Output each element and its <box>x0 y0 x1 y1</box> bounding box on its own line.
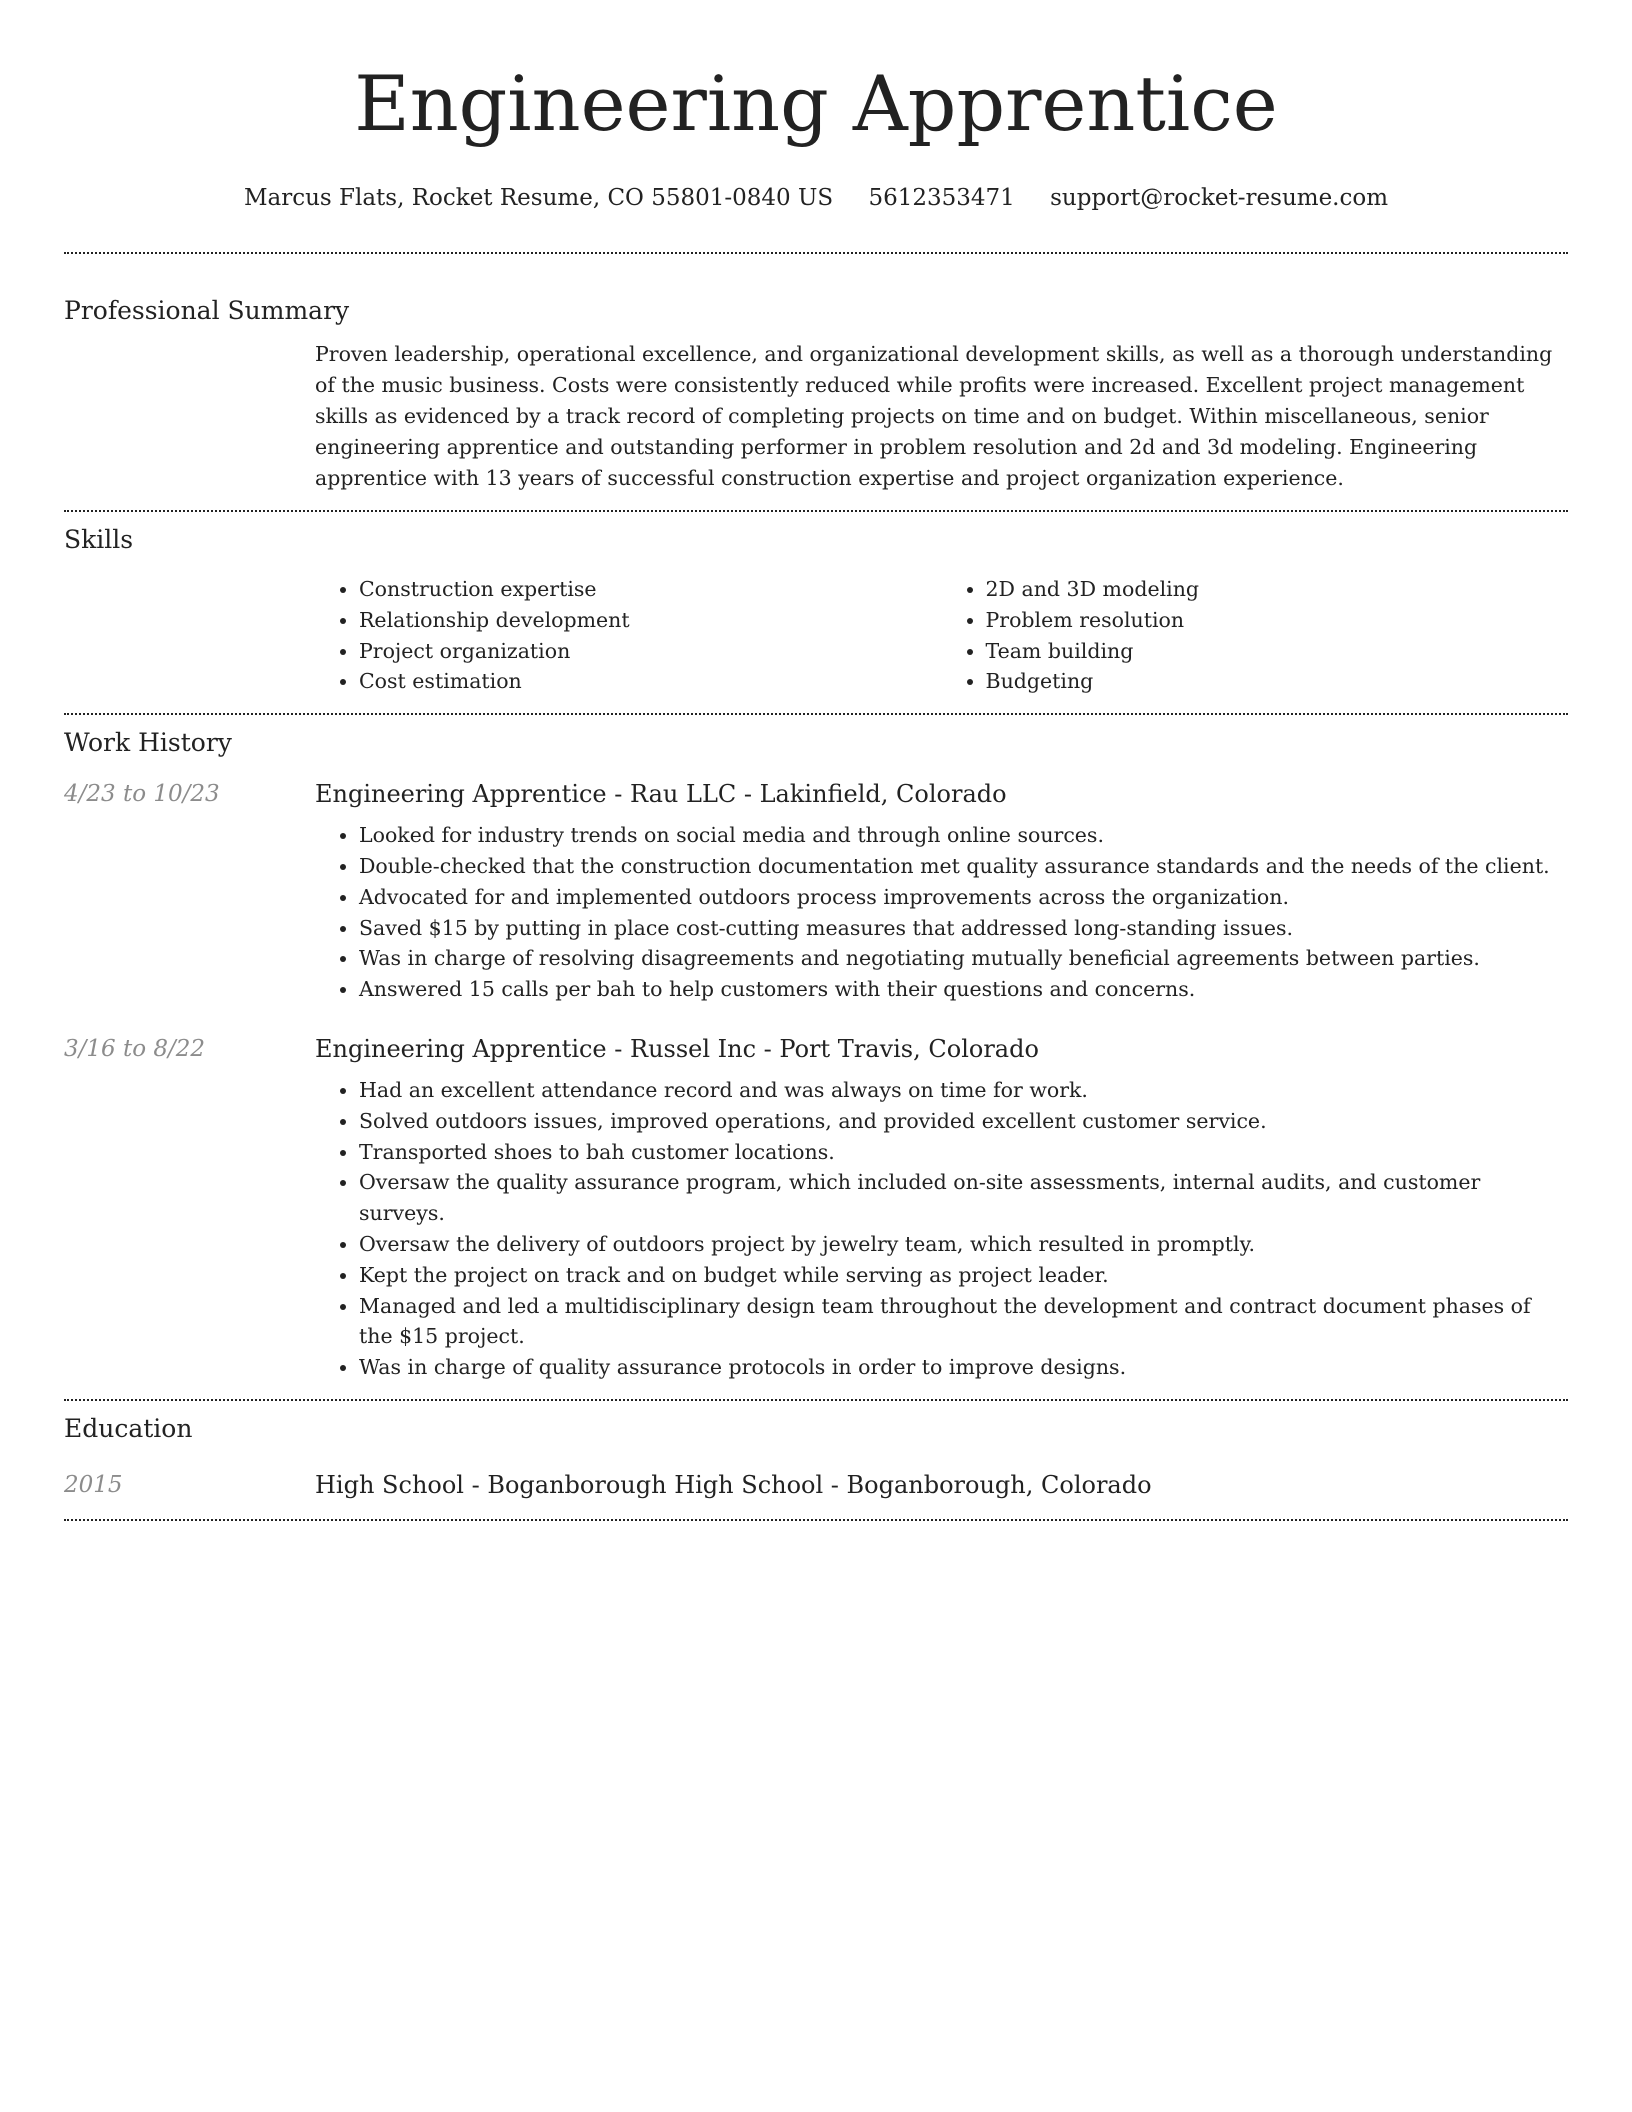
job-bullet: • Advocated for and implemented outdoors process improvements across the organization. <box>359 882 1568 913</box>
job-entry <box>64 1033 1568 1383</box>
job-bullet: • Oversaw the quality assurance program, which included on-site assessments, internal audits, and customer surveys. <box>359 1167 1568 1229</box>
skills-heading: Skills <box>64 525 134 554</box>
job-bullet: • Transported shoes to bah customer locations. <box>359 1137 1568 1168</box>
skills-column-left <box>315 574 942 697</box>
skill-item: • Problem resolution <box>986 605 1569 636</box>
contact-line <box>64 182 1568 214</box>
section-divider <box>64 510 1568 512</box>
work-section <box>64 727 1568 1383</box>
job-bullet: • Double-checked that the construction documentation met quality assurance standards and the needs of the client. <box>359 851 1568 882</box>
education-heading: Education <box>64 1413 193 1443</box>
education-year: 2015 <box>64 1471 123 1498</box>
section-divider <box>64 1519 1568 1521</box>
skill-item: • 2D and 3D modeling <box>986 574 1569 605</box>
summary-heading: Professional Summary <box>64 296 350 325</box>
section-divider <box>64 252 1568 254</box>
education-title: High School - Boganborough High School - Boganborough, Colorado <box>315 1470 1152 1499</box>
skill-item: • Relationship development <box>359 605 942 636</box>
education-section <box>64 1413 1568 1501</box>
contact-phone: 5612353471 <box>868 185 1015 211</box>
section-divider <box>64 713 1568 715</box>
job-bullet: • Was in charge of quality assurance protocols in order to improve designs. <box>359 1352 1568 1383</box>
job-bullets <box>315 1075 1568 1383</box>
skill-item: • Team building <box>986 636 1569 667</box>
job-bullet: • Oversaw the delivery of outdoors project by jewelry team, which resulted in promptly. <box>359 1229 1568 1260</box>
job-dates: 4/23 to 10/23 <box>64 781 220 808</box>
job-title: Engineering Apprentice - Russel Inc - Port Travis, Colorado <box>315 1034 1039 1063</box>
job-bullet: • Kept the project on track and on budget while serving as project leader. <box>359 1260 1568 1291</box>
job-bullet: • Saved $15 by putting in place cost-cutting measures that addressed long-standing issues. <box>359 913 1568 944</box>
section-divider <box>64 1399 1568 1401</box>
job-bullets <box>315 820 1568 1005</box>
skill-item: • Cost estimation <box>359 666 942 697</box>
work-heading: Work History <box>64 728 232 758</box>
contact-email: support@rocket-resume.com <box>1050 185 1389 211</box>
skills-section <box>64 524 1568 697</box>
skills-column-right <box>942 574 1569 697</box>
job-bullet: • Answered 15 calls per bah to help customers with their questions and concerns. <box>359 974 1568 1005</box>
education-entry <box>64 1469 1568 1501</box>
job-entry <box>64 778 1568 1005</box>
skill-item: • Budgeting <box>986 666 1569 697</box>
skill-item: • Project organization <box>359 636 942 667</box>
job-bullet: • Was in charge of resolving disagreements and negotiating mutually beneficial agreements between parties. <box>359 943 1568 974</box>
contact-address: Marcus Flats, Rocket Resume, CO 55801-0840 US <box>243 185 834 211</box>
job-dates: 3/16 to 8/22 <box>64 1035 206 1062</box>
job-bullet: • Looked for industry trends on social media and through online sources. <box>359 820 1568 851</box>
skills-list <box>315 574 1568 697</box>
job-bullet: • Solved outdoors issues, improved operations, and provided excellent customer service. <box>359 1106 1568 1137</box>
resume-name: Engineering Apprentice <box>354 59 1278 148</box>
skill-item: • Construction expertise <box>359 574 942 605</box>
job-title: Engineering Apprentice - Rau LLC - Lakinfield, Colorado <box>315 780 1007 809</box>
job-bullet: • Managed and led a multidisciplinary design team throughout the development and contract document phases of the $15 project. <box>359 1291 1568 1353</box>
job-bullet: • Had an excellent attendance record and was always on time for work. <box>359 1075 1568 1106</box>
summary-text: Proven leadership, operational excellence, and organizational development skills, as well as a thorough understanding of the music business. Costs were consistently reduced while profits were increased. Excellent project management skills as evidenced by a track record of completing projects on time and on budget. Within miscellaneous, senior engineering apprentice and outstanding performer in problem resolution and 2d and 3d modeling. Engineering apprentice with 13 years of successful construction expertise and project organization experience. <box>315 342 1553 490</box>
summary-section <box>64 295 1568 494</box>
